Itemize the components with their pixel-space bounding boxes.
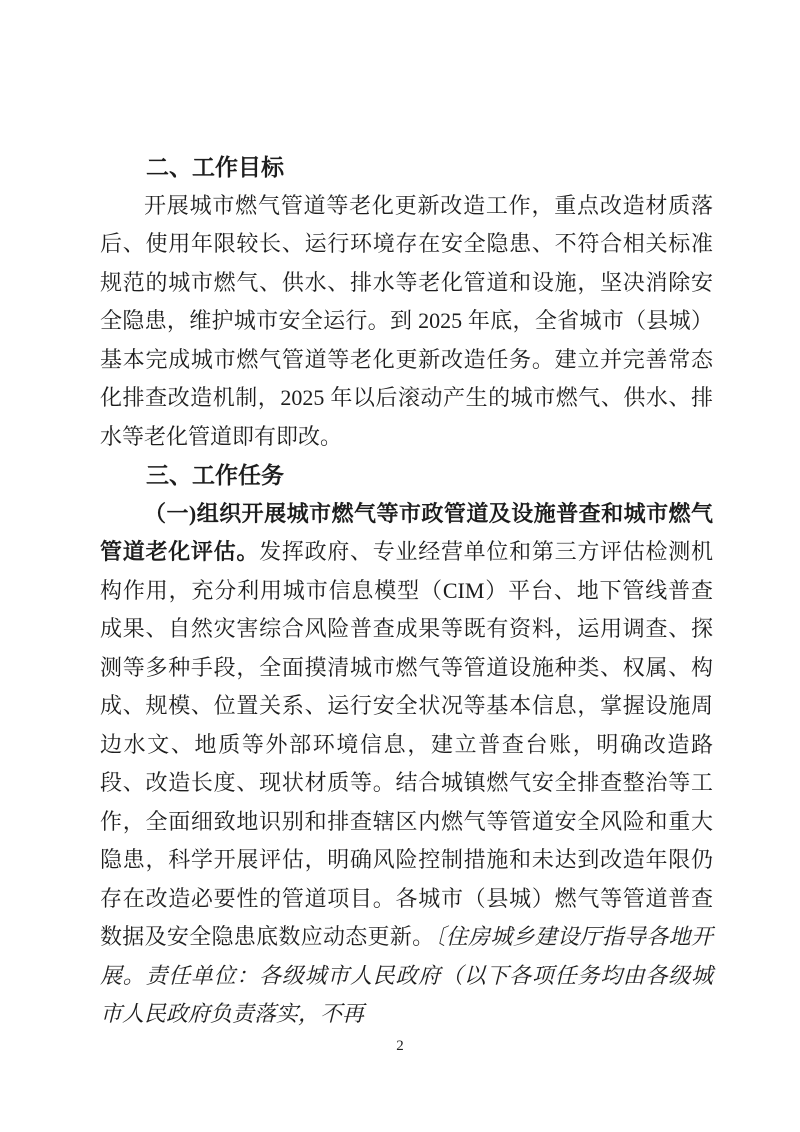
document-content: [100, 148, 713, 1034]
paragraph-task1: [100, 495, 713, 1034]
task1-responsibility-note: 〔住房城乡建设厅指导各地开展。责任单位：各级城市人民政府（以下各项任务均由各级城市人民政府负责落实，不再: [100, 924, 713, 1026]
task1-lead-title: （一)组织开展城市燃气等市政管道及设施普查和城市燃气管道老化评估。: [100, 500, 713, 564]
heading-work-tasks: 三、工作任务: [146, 462, 284, 488]
task1-body-text: 发挥政府、专业经营单位和第三方评估检测机构作用，充分利用城市信息模型（CIM）平台、地下管线普查成果、自然灾害综合风险普查成果等既有资料，运用调查、探测等多种手段，全面摸清城市燃气等管道设施种类、权属、构成、规模、位置关系、运行安全状况等基本信息，掌握设施周边水文、地质等外部环境信息，建立普查台账，明确改造路段、改造长度、现状材质等。结合城镇燃气安全排查整治等工作，全面细致地识别和排查辖区内燃气等管道安全风险和重大隐患，科学开展评估，明确风险控制措施和未达到改造年限仍存在改造必要性的管道项目。各城市（县城）燃气等管道普查数据及安全隐患底数应动态更新。: [100, 539, 713, 949]
page-number: 2: [396, 1038, 404, 1054]
heading-work-goals: 二、工作目标: [146, 154, 284, 180]
paragraph-work-goals: 开展城市燃气管道等老化更新改造工作，重点改造材质落后、使用年限较长、运行环境存在安全隐患、不符合相关标准规范的城市燃气、供水、排水等老化管道和设施，坚决消除安全隐患，维护城市安全运行。到 2025 年底，全省城市（县城）基本完成城市燃气管道等老化更新改造任务。建立并完善常态化排查改造机制，2025 年以后滚动产生的城市燃气、供水、排水等老化管道即有即改。: [100, 192, 713, 449]
